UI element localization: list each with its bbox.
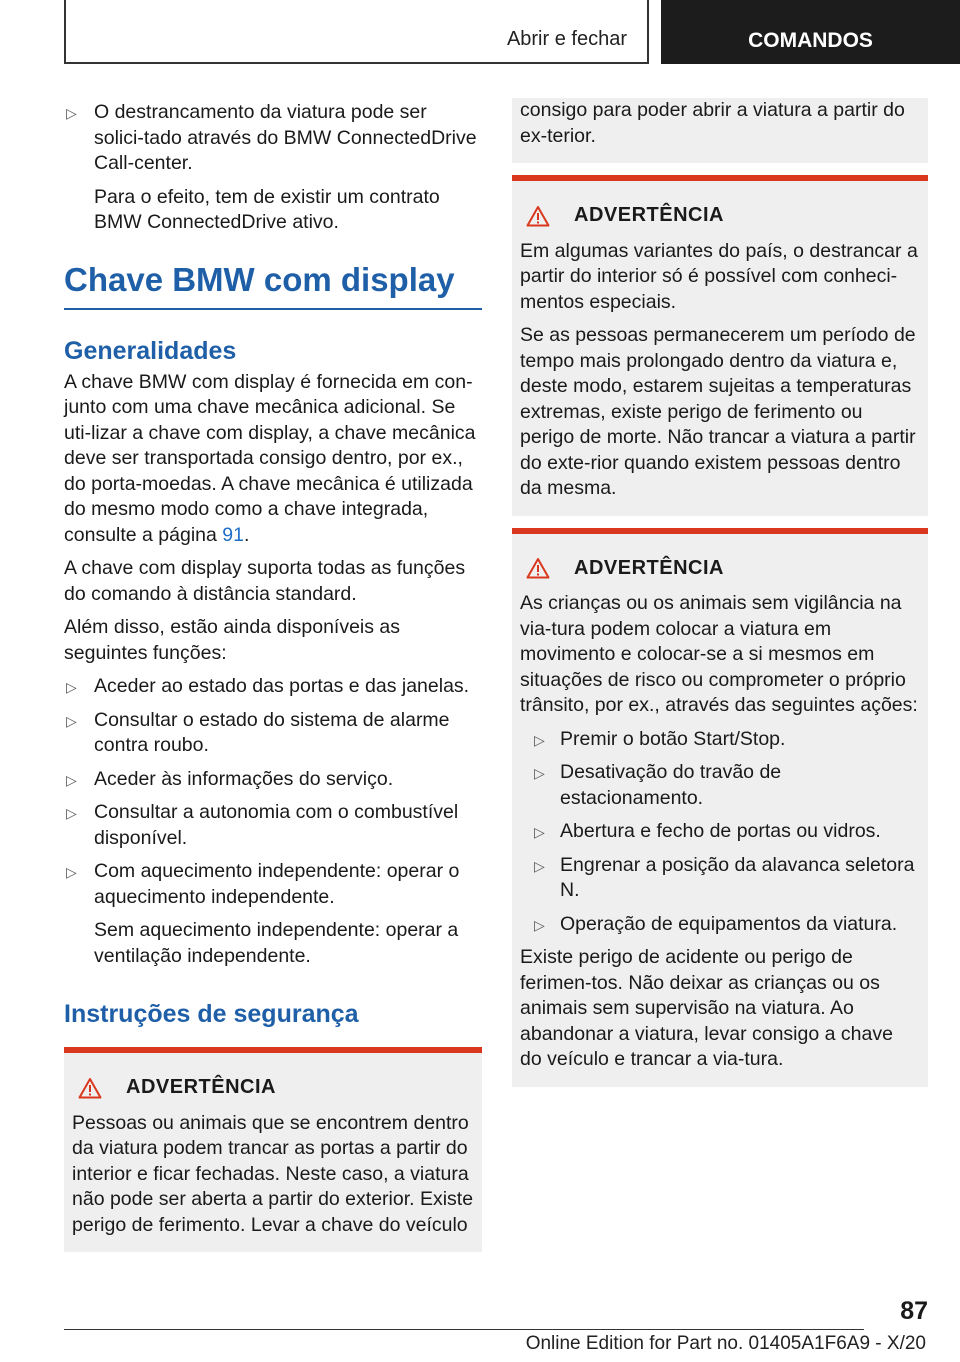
bullet-triangle-icon: ▷ xyxy=(66,805,77,821)
warning-text: Pessoas ou animais que se encontrem dentro da viatura podem trancar as portas a partir do interior e ficar fechadas. Neste caso, a viatura não pode ser aberta a partir do exterior. Existe perigo de ferimento. Levar a chave do veículo xyxy=(72,1111,474,1236)
list-item-text: Premir o botão Start/Stop. xyxy=(560,727,786,750)
warning-triangle-icon xyxy=(78,1077,102,1099)
list-item-continuation: Para o efeito, tem de existir um contrato BMW ConnectedDrive ativo. xyxy=(94,185,440,233)
warning-text: Existe perigo de acidente ou perigo de ferimen-tos. Não deixar as crianças ou os animais sem supervisão na viatura. Ao abandonar a viatura, levar consigo a chave do veículo e trancar a via-tura. xyxy=(520,946,893,1070)
warning-title-text: ADVERTÊNCIA xyxy=(574,556,724,579)
warning-text: Se as pessoas permanecerem um período de tempo mais prolongado dentro da viatura e, deste modo, estarem sujeitas a temperaturas extremas, existe perigo de ferimento ou perigo de morte. Não trancar a viatura a partir do exte-rior quando existem pessoas dentro da mesma. xyxy=(520,324,916,499)
bullet-triangle-icon: ▷ xyxy=(66,105,77,121)
left-column xyxy=(64,100,482,1252)
warning-title-text: ADVERTÊNCIA xyxy=(574,204,724,226)
paragraph: Além disso, estão ainda disponíveis as seguintes funções: xyxy=(64,616,401,664)
page-number: 87 xyxy=(900,1297,928,1325)
bullet-triangle-icon: ▷ xyxy=(534,824,545,840)
list-item-text: Consultar a autonomia com o combustível disponível. xyxy=(94,801,459,849)
warning-box xyxy=(512,528,928,1087)
warning-title-text: ADVERTÊNCIA xyxy=(126,1076,276,1098)
header-chapter-tab: COMANDOS xyxy=(661,0,960,64)
bullet-triangle-icon: ▷ xyxy=(66,864,77,880)
bullet-triangle-icon: ▷ xyxy=(66,771,77,788)
list-item-text: Operação de equipamentos da viatura. xyxy=(560,912,898,935)
list-item-text: O destrancamento da viatura pode ser solici-tado através do BMW ConnectedDrive Call-center. xyxy=(94,101,477,174)
header-section-box xyxy=(64,0,649,64)
warning-title xyxy=(520,203,920,229)
list-item xyxy=(520,853,920,904)
list-item-text: Com aquecimento independente: operar o aquecimento independente. xyxy=(94,860,460,908)
list-item-text: Aceder ao estado das portas e das janelas. xyxy=(94,675,470,697)
header-section-title: Abrir e fechar xyxy=(506,28,627,50)
list-item xyxy=(520,727,920,753)
list-item xyxy=(520,819,920,845)
subheading-safety: Instruções de segurança xyxy=(64,1000,359,1028)
page-reference-link[interactable]: 91 xyxy=(222,523,244,546)
bullet-triangle-icon: ▷ xyxy=(534,916,545,933)
warning-box xyxy=(512,175,928,516)
warning-box-continuation xyxy=(512,98,928,163)
bullet-triangle-icon: ▷ xyxy=(66,712,77,729)
list-item xyxy=(64,674,482,700)
list-item-text: Engrenar a posição da alavanca seletora N. xyxy=(560,853,915,901)
paragraph-text: A chave BMW com display é fornecida em con-junto com uma chave mecânica adicional. Se uti-lizar a chave com display, a chave mecânica deve ser transportada consigo dentro, por ex., do porta-moedas. A chave mecânica é utilizada do mesmo modo como a chave integrada, consulte a página xyxy=(64,370,476,546)
list-item xyxy=(64,100,482,236)
list-item-continuation: Sem aquecimento independente: operar a ventilação independente. xyxy=(94,919,459,967)
warning-text: Em algumas variantes do país, o destrancar a partir do interior só é possível com conheci-mentos especiais. xyxy=(520,239,918,313)
list-item xyxy=(64,767,482,793)
list-item-text: Consultar o estado do sistema de alarme contra roubo. xyxy=(94,708,450,756)
footer-divider xyxy=(64,1329,864,1330)
paragraph-text: . xyxy=(244,523,250,546)
section-heading-display-key: Chave BMW com display xyxy=(64,260,482,310)
bullet-triangle-icon: ▷ xyxy=(534,765,545,781)
warning-triangle-icon xyxy=(526,557,550,579)
footer-edition-text: Online Edition for Part no. 01405A1F6A9 - X/20 xyxy=(525,1333,926,1354)
list-item-text: Desativação do travão de estacionamento. xyxy=(560,761,782,809)
warning-title xyxy=(72,1075,474,1101)
list-item xyxy=(520,760,920,811)
list-item xyxy=(64,708,482,759)
warning-text: As crianças ou os animais sem vigilância na via-tura podem colocar a viatura em movimento e colocar-se a si mesmos em situações de risco ou comprometer o próprio trânsito, por ex., através das seguintes ações: xyxy=(520,592,918,716)
list-item xyxy=(520,912,920,938)
right-column xyxy=(512,100,928,1087)
list-item xyxy=(64,859,482,969)
subheading-general: Generalidades xyxy=(64,336,237,365)
warning-box xyxy=(64,1047,482,1252)
warning-text: consigo para poder abrir a viatura a partir do ex-terior. xyxy=(520,99,905,147)
list-item-text: Aceder às informações do serviço. xyxy=(94,767,394,790)
bullet-triangle-icon: ▷ xyxy=(534,857,545,874)
warning-triangle-icon xyxy=(526,205,550,227)
list-item-text: Abertura e fecho de portas ou vidros. xyxy=(560,820,881,842)
warning-title xyxy=(520,556,920,582)
paragraph xyxy=(64,370,482,549)
paragraph: A chave com display suporta todas as funções do comando à distância standard. xyxy=(64,557,466,605)
bullet-triangle-icon: ▷ xyxy=(534,731,545,748)
list-item xyxy=(64,800,482,851)
bullet-triangle-icon: ▷ xyxy=(66,679,77,695)
